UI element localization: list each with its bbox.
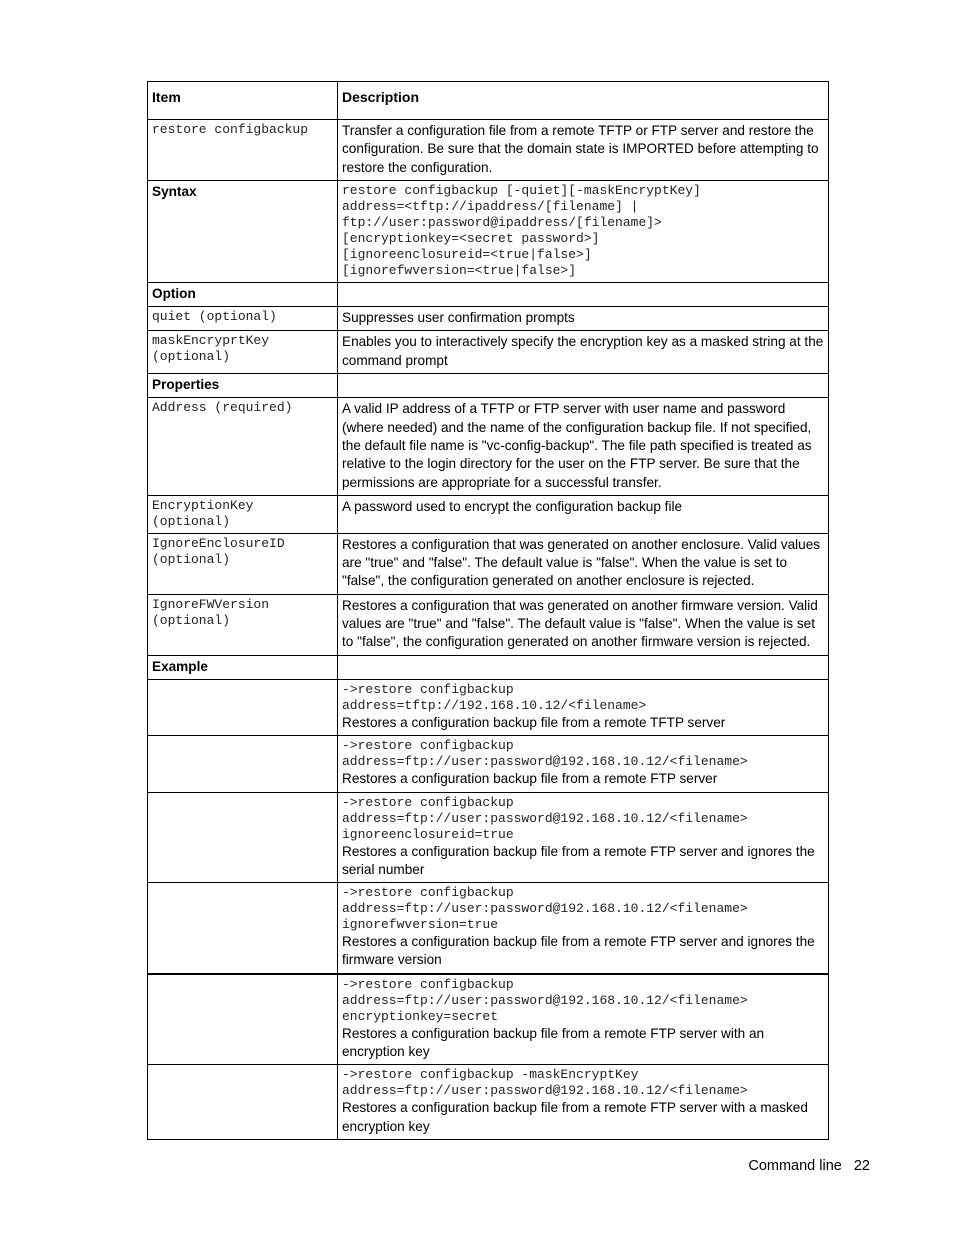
example-code-line: address=ftp://user:password@192.168.10.12/<filename>: [342, 901, 748, 917]
example-code-line: address=ftp://user:password@192.168.10.12/<filename>: [342, 992, 748, 1008]
example-section-row: [148, 655, 829, 679]
header-description: Description: [338, 82, 829, 120]
command-row: [148, 120, 829, 181]
example-code-line: ->restore configbackup: [342, 738, 514, 754]
option-description: Suppresses user confirmation prompts: [342, 310, 575, 326]
command-table: [147, 81, 829, 1140]
option-name: quiet (optional): [152, 309, 277, 325]
table-row: [148, 398, 829, 495]
header-item: Item: [148, 82, 338, 120]
table-row: [148, 594, 829, 655]
example-code-line: address=ftp://user:password@192.168.10.12/<filename>: [342, 1083, 748, 1099]
syntax-code: [338, 180, 829, 282]
syntax-line: [encryptionkey=<secret password>]: [342, 230, 600, 246]
page-number: 22: [853, 1158, 870, 1174]
footer-section-title: Command line: [748, 1158, 842, 1174]
example-description: Restores a configuration backup file from a remote FTP server with an encryption key: [342, 1025, 765, 1060]
example-label: Example: [148, 655, 338, 679]
example-description: Restores a configuration backup file from a remote FTP server with a masked encryption key: [342, 1100, 808, 1134]
table-row: [148, 533, 829, 594]
example-code-line: ->restore configbackup: [342, 976, 514, 992]
option-description: Enables you to interactively specify the encryption key as a masked string at the command prompt: [342, 334, 824, 368]
property-description: Restores a configuration that was generated on another firmware version. Valid values are "true" and "false". The default value is "false". When the value is set to "false", the configuration generated on another firmware version is rejected.: [342, 597, 818, 650]
example-row: [148, 736, 829, 792]
example-row: [148, 1065, 829, 1140]
example-row: [148, 883, 829, 974]
properties-section-row: [148, 374, 829, 398]
property-name: EncryptionKey: [152, 497, 254, 513]
example-code-line: address=tftp://192.168.10.12/<filename>: [342, 697, 647, 713]
example-code-line: ->restore configbackup: [342, 681, 514, 697]
option-qualifier: (optional): [152, 349, 231, 365]
example-code-line: ->restore configbackup: [342, 885, 514, 901]
example-code-line: address=ftp://user:password@192.168.10.12/<filename>: [342, 810, 748, 826]
command-description: Transfer a configuration file from a remote TFTP or FTP server and restore the configuration. Be sure that the domain state is IMPORTED before attempting to restore the configuration.: [342, 123, 819, 175]
example-code-line: address=ftp://user:password@192.168.10.12/<filename>: [342, 754, 748, 770]
example-description: Restores a configuration backup file from a remote TFTP server: [342, 714, 726, 730]
properties-label: Properties: [148, 374, 338, 398]
syntax-label: Syntax: [148, 180, 338, 282]
property-name: IgnoreEnclosureID: [152, 535, 285, 551]
syntax-line: restore configbackup [-quiet][-maskEncryptKey]: [342, 182, 701, 198]
example-row: [148, 974, 829, 1065]
option-name: maskEncryprtKey: [152, 333, 270, 349]
example-code-line: encryptionkey=secret: [342, 1008, 499, 1024]
property-description: Restores a configuration that was generated on another enclosure. Valid values are "true" and "false". The default value is "false". When the value is set to "false", the configuration generated on another enclosure is rejected.: [342, 536, 821, 589]
example-row: [148, 792, 829, 883]
example-description: Restores a configuration backup file from a remote FTP server: [342, 771, 718, 787]
option-section-row: [148, 282, 829, 306]
page-footer: [748, 1158, 870, 1174]
property-name: IgnoreFWVersion: [152, 596, 270, 612]
example-description: Restores a configuration backup file from a remote FTP server and ignores the serial number: [342, 843, 815, 877]
example-code-line: ignorefwversion=true: [342, 917, 499, 933]
example-code-line: ->restore configbackup -maskEncryptKey: [342, 1067, 639, 1083]
table-row: [148, 307, 829, 331]
property-name: Address (required): [152, 400, 293, 416]
syntax-line: [ignoreenclosureid=<true|false>]: [342, 246, 592, 262]
syntax-line: address=<tftp://ipaddress/[filename] |: [342, 198, 639, 214]
syntax-line: ftp://user:password@ipaddress/[filename]>: [342, 214, 662, 230]
syntax-row: [148, 180, 829, 282]
command-name: restore configbackup: [152, 122, 309, 137]
table-header-row: [148, 82, 829, 120]
example-code-line: ignoreenclosureid=true: [342, 826, 514, 842]
table-row: [148, 495, 829, 533]
table-row: [148, 331, 829, 374]
property-description: A password used to encrypt the configuration backup file: [342, 498, 683, 514]
example-description: Restores a configuration backup file from a remote FTP server and ignores the firmware version: [342, 934, 815, 968]
property-qualifier: (optional): [152, 551, 231, 567]
example-code-line: ->restore configbackup: [342, 794, 514, 810]
property-qualifier: (optional): [152, 513, 231, 529]
option-label: Option: [148, 282, 338, 306]
example-row: [148, 679, 829, 735]
property-description: A valid IP address of a TFTP or FTP server with user name and password (where needed) and the name of the configuration backup file. If not specified, the default file name is "vc-config-backup". The file path specified is treated as relative to the login directory for the user on the FTP server. Be sure that the permissions are appropriate for a successful transfer.: [342, 401, 812, 490]
property-qualifier: (optional): [152, 612, 231, 628]
syntax-line: [ignorefwversion=<true|false>]: [342, 262, 577, 278]
